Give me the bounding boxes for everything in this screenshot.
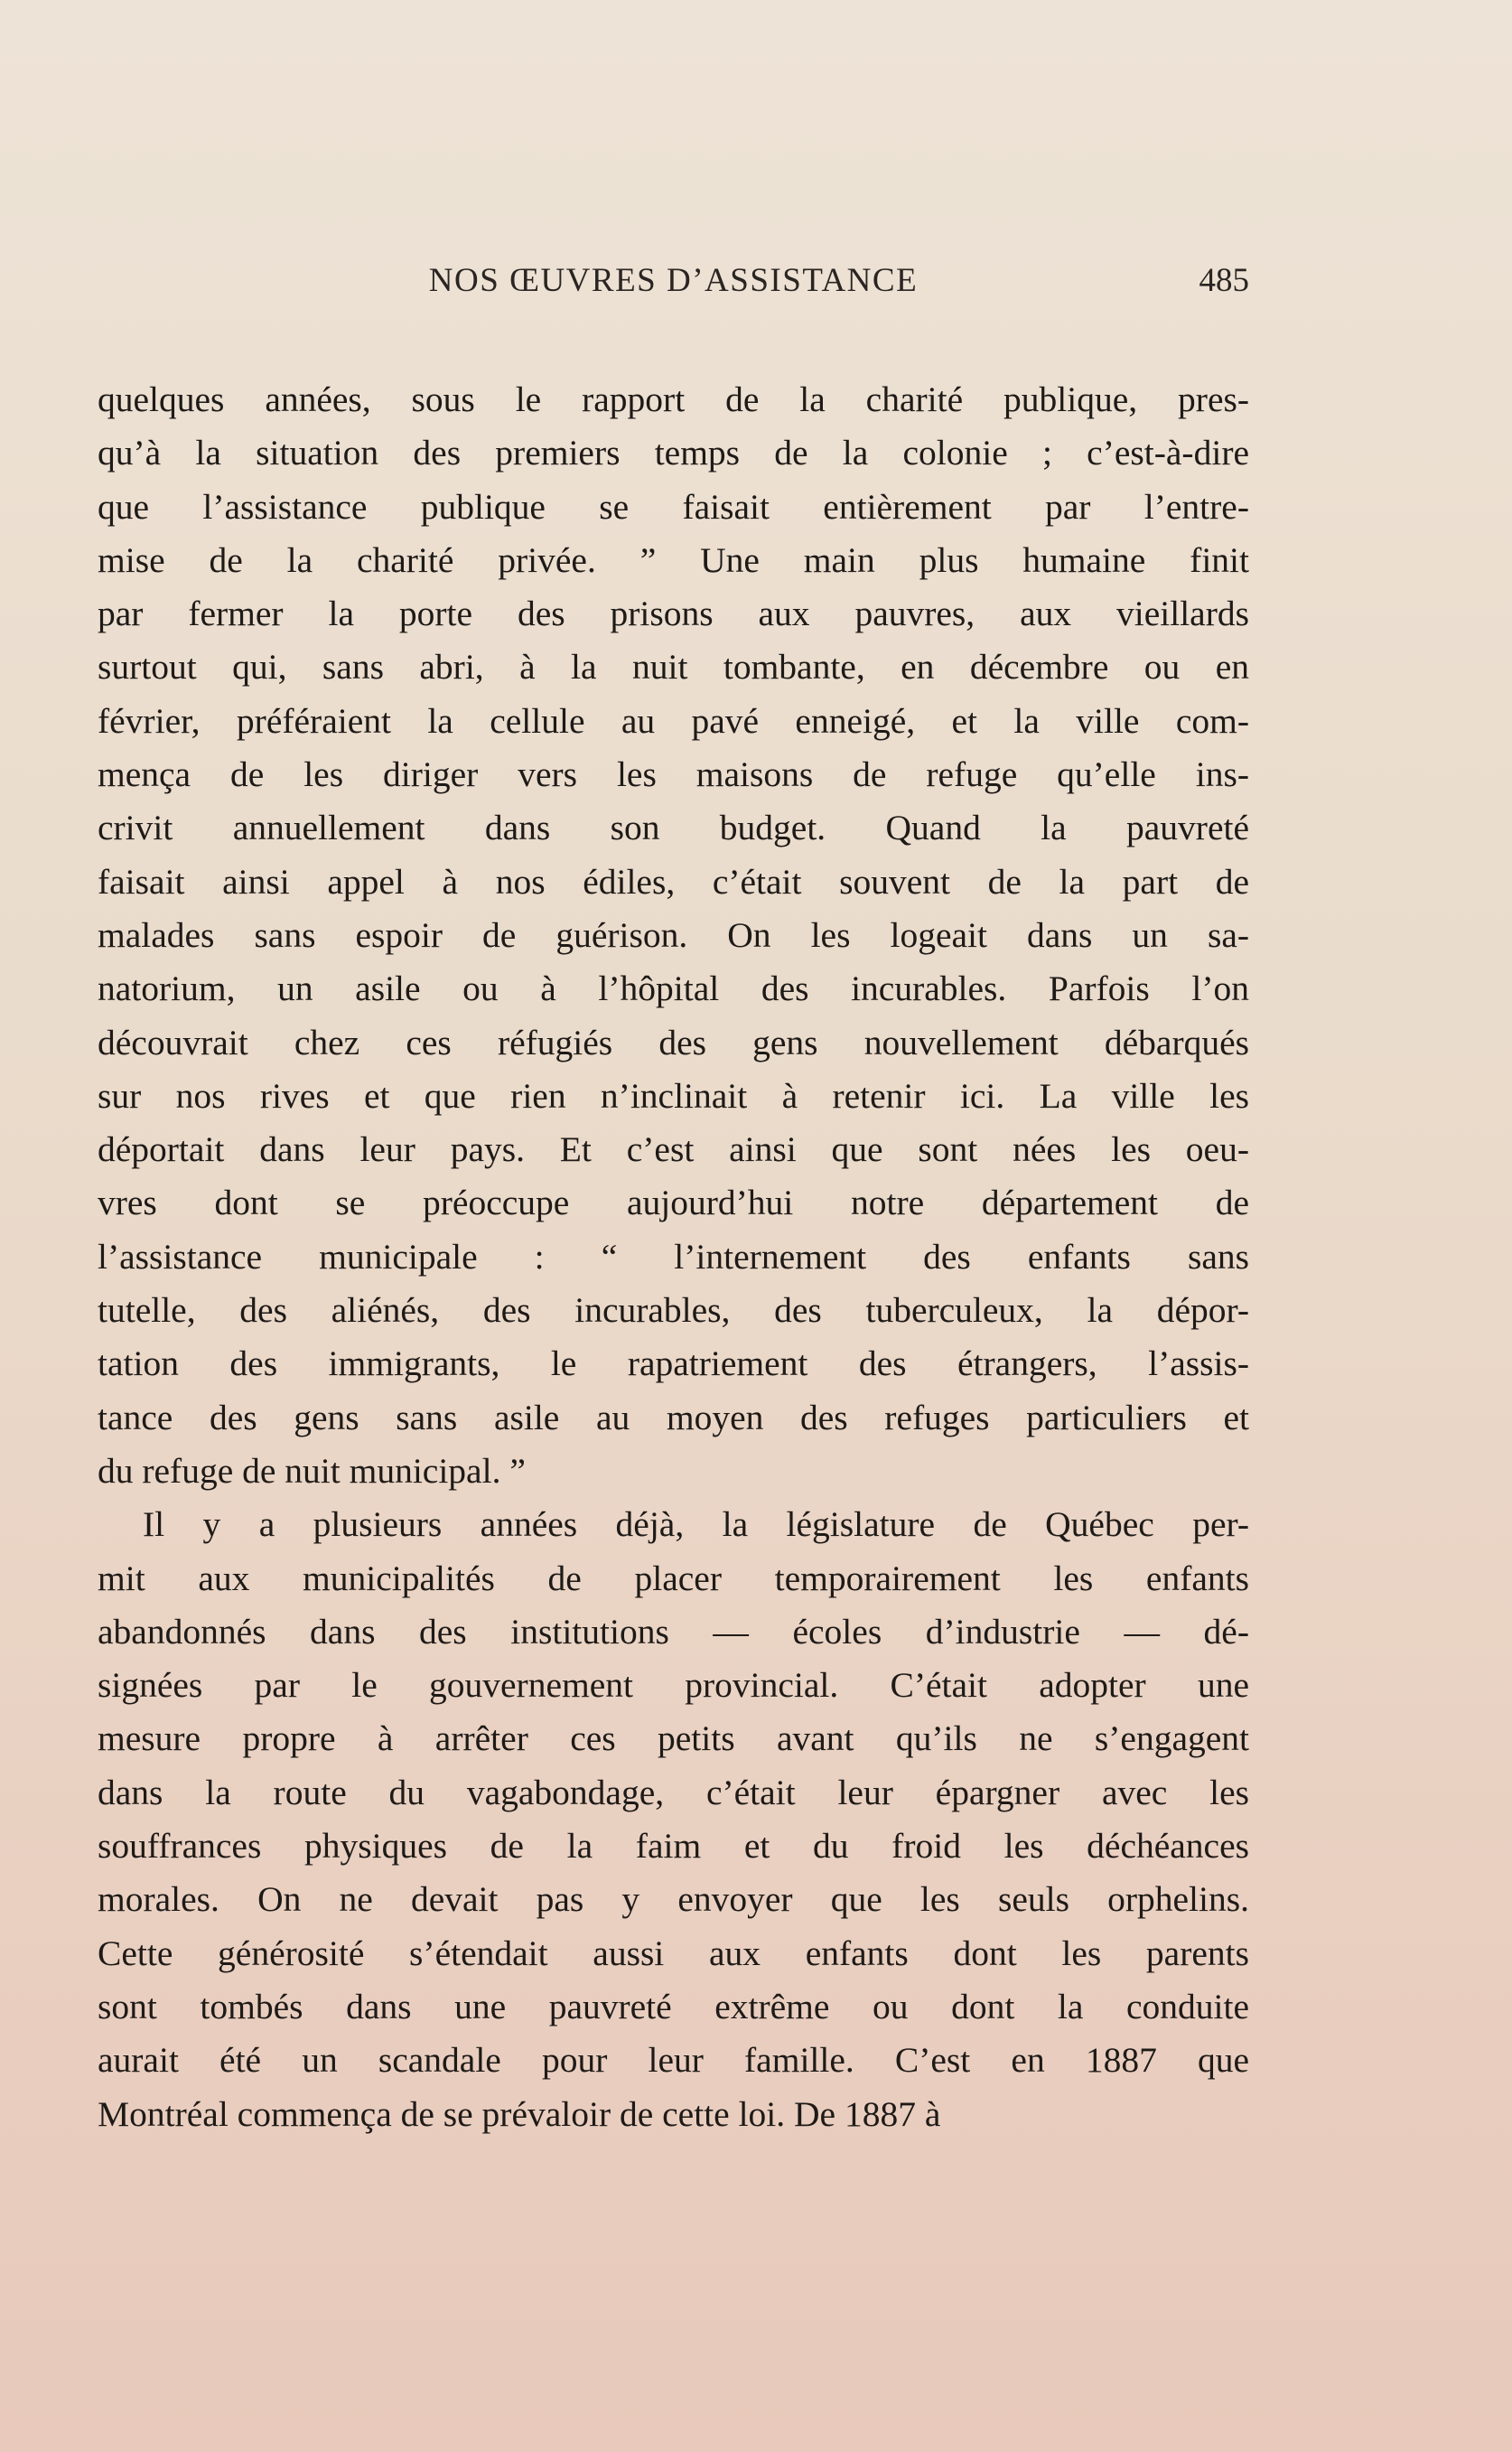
text-line: surtout qui, sans abri, à la nuit tombante, en décembre ou en (98, 647, 1249, 688)
text-line: que l’assistance publique se faisait entièrement par l’entre- (98, 486, 1249, 527)
body-text (98, 373, 1249, 2141)
text-line: tance des gens sans asile au moyen des refuges particuliers et (98, 1397, 1249, 1437)
text-line: février, préféraient la cellule au pavé enneigé, et la ville com- (98, 700, 1249, 741)
text-line: natorium, un asile ou à l’hôpital des incurables. Parfois l’on (98, 969, 1249, 1009)
text-line: sont tombés dans une pauvreté extrême ou dont la conduite (98, 1986, 1249, 2026)
text-line: découvrait chez ces réfugiés des gens nouvellement débarqués (98, 1022, 1249, 1062)
text-line: par fermer la porte des prisons aux pauvres, aux vieillards (98, 594, 1249, 634)
text-line: mença de les diriger vers les maisons de refuge qu’elle ins- (98, 754, 1249, 795)
text-line: du refuge de nuit municipal. ” (98, 1450, 526, 1491)
text-line: crivit annuellement dans son budget. Quand la pauvreté (98, 808, 1249, 848)
text-line: mise de la charité privée. ” Une main plus humaine finit (98, 539, 1249, 580)
running-header (98, 258, 1249, 304)
text-line: Cette générosité s’étendait aussi aux enfants dont les parents (98, 1933, 1249, 1973)
text-line: faisait ainsi appel à nos édiles, c’était souvent de la part de (98, 861, 1249, 902)
text-line: Montréal commença de se prévaloir de cette loi. De 1887 à (98, 2093, 941, 2134)
text-line: morales. On ne devait pas y envoyer que les seuls orphelins. (98, 1879, 1249, 1920)
text-line: déportait dans leur pays. Et c’est ainsi que sont nées les oeu- (98, 1129, 1249, 1170)
paragraph (98, 1498, 1249, 2141)
text-line: qu’à la situation des premiers temps de la colonie ; c’est-à-dire (98, 433, 1249, 473)
text-line: signées par le gouvernement provincial. C’était adopter une (98, 1665, 1249, 1706)
text-line: vres dont se préoccupe aujourd’hui notre département de (98, 1183, 1249, 1223)
text-line: dans la route du vagabondage, c’était leur épargner avec les (98, 1772, 1249, 1812)
page-number: 485 (1199, 262, 1249, 299)
text-line: abandonnés dans des institutions — écoles d’industrie — dé- (98, 1611, 1249, 1652)
text-line: souffrances physiques de la faim et du froid les déchéances (98, 1826, 1249, 1867)
text-line: Il y a plusieurs années déjà, la législature de Québec per- (143, 1504, 1249, 1545)
text-line: mesure propre à arrêter ces petits avant qu’ils ne s’engagent (98, 1718, 1249, 1759)
text-line: tutelle, des aliénés, des incurables, des tuberculeux, la dépor- (98, 1290, 1249, 1331)
text-line: malades sans espoir de guérison. On les logeait dans un sa- (98, 914, 1249, 955)
running-title: NOS ŒUVRES D’ASSISTANCE (428, 262, 919, 299)
paragraph (98, 373, 1249, 1498)
text-line: l’assistance municipale : “ l’internement des enfants sans (98, 1236, 1249, 1277)
text-line: sur nos rives et que rien n’inclinait à retenir ici. La ville les (98, 1075, 1249, 1116)
text-line: quelques années, sous le rapport de la charité publique, pres- (98, 379, 1249, 419)
text-line: mit aux municipalités de placer temporairement les enfants (98, 1558, 1249, 1598)
text-line: tation des immigrants, le rapatriement des étrangers, l’assis- (98, 1343, 1249, 1384)
text-line: aurait été un scandale pour leur famille. C’est en 1887 que (98, 2040, 1249, 2081)
